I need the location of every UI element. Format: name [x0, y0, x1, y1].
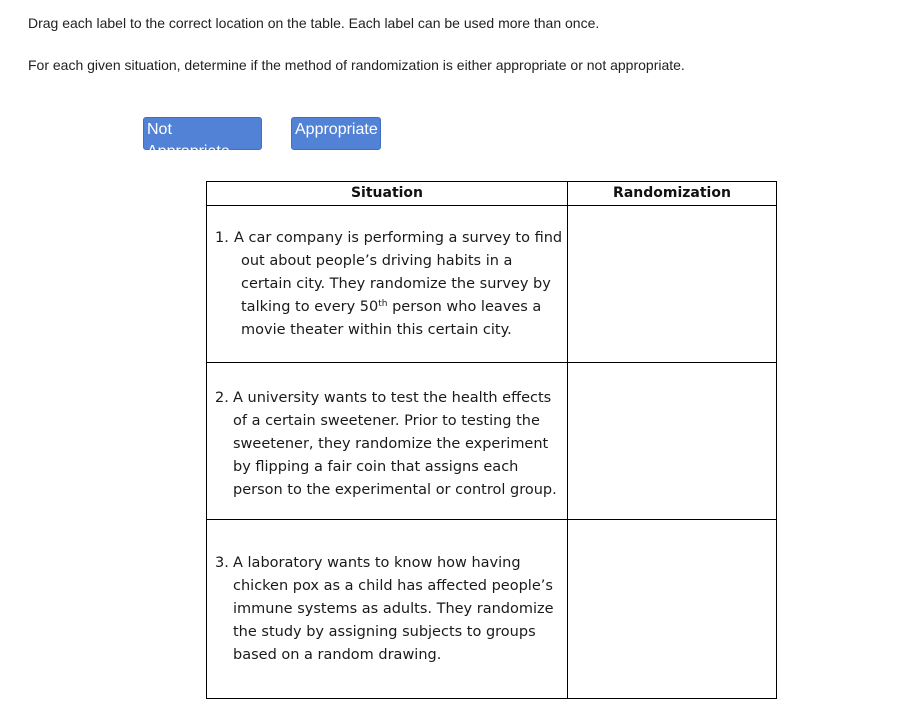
header-randomization: Randomization: [613, 185, 731, 201]
randomization-drop-zone-3[interactable]: [568, 520, 776, 698]
header-situation: Situation: [350, 185, 424, 201]
situation-number: 2.: [215, 390, 229, 406]
situation-number: 3.: [215, 555, 229, 571]
situation-1: [215, 227, 563, 342]
instruction-drag: Drag each label to the correct location on the table. Each label can be used more than once.: [28, 15, 600, 31]
situation-text: A laboratory wants to know how having chicken pox as a child has affected people’s immune systems as adults. They randomize the study by assigning subjects to groups based on a random drawing.: [233, 555, 554, 663]
situation-table: [206, 181, 777, 699]
instruction-determine: For each given situation, determine if the method of randomization is either appropriate or not appropriate.: [28, 57, 685, 73]
situation-3: [215, 552, 563, 667]
randomization-drop-zone-2[interactable]: [568, 363, 776, 519]
situation-text: A car company is performing a survey to find out about people’s driving habits in a certain city. They randomize the survey by talking to every 50th person who leaves a movie theater within this certain city.: [234, 230, 563, 338]
situation-number: 1.: [215, 230, 229, 246]
label-appropriate[interactable]: Appropriate: [291, 117, 381, 150]
situation-text: A university wants to test the health effects of a certain sweetener. Prior to testing the sweetener, they randomize the experiment by flipping a fair coin that assigns each person to the experimental or control group.: [233, 390, 557, 498]
situation-2: [215, 387, 563, 502]
randomization-drop-zone-1[interactable]: [568, 206, 776, 362]
label-not-appropriate[interactable]: Not Appropriate: [143, 117, 262, 150]
